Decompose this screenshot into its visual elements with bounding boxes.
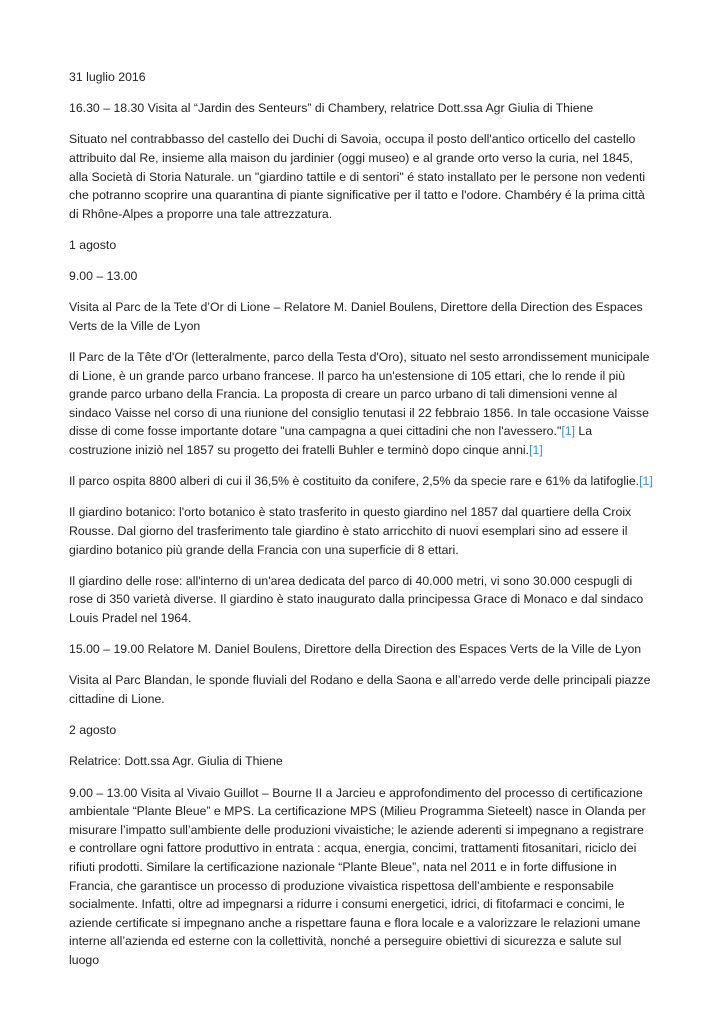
body-paragraph [69, 348, 654, 460]
body-paragraph: Situato nel contrabbasso del castello dei Duchi di Savoia, occupa il posto dell'antico orticello del castello attribuito dal Re, insieme alla maison du jardinier (oggi museo) e al grande orto verso la curia, nel 1845, alla Società di Storia Naturale. un "giardino tattile e di sentori" é stato installato per le persone non vedenti che potranno scoprire una quarantina di piante significative per il tatto e l'odore. Chambéry é la prima città di Rhône-Alpes a proporre una tale attrezzatura. [69, 132, 646, 221]
body-paragraph: Visita al Parc Blandan, le sponde fluviali del Rodano e della Saona e all’arredo verde delle principali piazze cittadine di Lione. [69, 673, 651, 706]
body-paragraph [69, 472, 654, 491]
body-paragraph: Il giardino botanico: l'orto botanico è stato trasferito in questo giardino nel 1857 dal quartiere della Croix Rousse. Dal giorno del trasferimento tale giardino è stato arricchito di nuovi esemplari sino ad essere il giardino botanico più grande della Francia con una superficie di 8 ettari. [69, 505, 632, 557]
footnote-link[interactable]: [1] [639, 474, 653, 489]
event-line: 16.30 – 18.30 Visita al “Jardin des Senteurs” di Chambery, relatrice Dott.ssa Agr Giulia di Thiene [69, 101, 594, 116]
footnote-link[interactable]: [1] [529, 443, 543, 458]
date-heading: 2 agosto [69, 723, 117, 738]
event-line: Visita al Parc de la Tete d’Or di Lione – Relatore M. Daniel Boulens, Direttore della Direction des Espaces Verts de la Ville de Lyon [69, 300, 643, 333]
body-paragraph: Il giardino delle rose: all'interno di un'area dedicata del parco di 40.000 metri, vi sono 30.000 cespugli di rose di 350 varietà diverse. Il giardino è stato inaugurato dalla principessa Grace di Monaco e dal sindaco Louis Pradel nel 1964. [69, 573, 644, 625]
paragraph-text: La costruzione iniziò nel 1857 su progetto dei fratelli Buhler e terminò dopo cinque anni. [69, 424, 593, 458]
paragraph-text: Il Parc de la Tête d'Or (letteralmente, parco della Testa d'Oro), situato nel sesto arrondissement municipale di Lione, è un grande parco urbano francese. Il parco ha un'estensione di 105 ettari, che lo rende il più grande parco urbano della Francia. La proposta di creare un parco urbano di tali dimensioni venne al sindaco Vaisse nel corso di una riunione del consiglio tenutasi il 22 febbraio 1856. In tale occasione Vaisse disse di come fosse importante dotare "una campagna a quei cittadini che non l'avessero." [69, 350, 650, 439]
date-heading: 31 luglio 2016 [69, 70, 146, 84]
paragraph-text: Il parco ospita 8800 alberi di cui il 36,5% è costituito da conifere, 2,5% da specie rare e 61% da latifoglie. [69, 474, 640, 489]
date-heading: 1 agosto [69, 237, 117, 252]
body-paragraph: 9.00 – 13.00 Visita al Vivaio Guillot – Bourne II a Jarcieu e approfondimento del processo di certificazione ambientale “Plante Bleue” e MPS. La certificazione MPS (Milieu Programma Sieteelt) nasce in Olanda per misurare l’impatto sull’ambiente delle produzioni vivaistiche; le aziende aderenti si impegnano a registrare e controllare ogni fattore produttivo in entrata : acqua, energia, concimi, trattamenti fitosanitari, riciclo dei rifiuti prodotti. Similare la certificazione nazionale “Plante Bleue”, nata nel 2011 e in forte diffusione in Francia, che garantisce un processo di produzione vivaistica rispettosa dell’ambiente e responsabile socialmente. Infatti, oltre ad impegnarsi a ridurre i consumi energetici, idrici, di fitofarmaci e concimi, le aziende certificate si impegnano anche a rispettare fauna e flora locale e a valorizzare le relazioni umane interne all’azienda ed esterne con la collettività, nonché a perseguire obiettivi di sicurezza e salute sul luogo [69, 785, 646, 967]
event-line: 15.00 – 19.00 Relatore M. Daniel Boulens, Direttore della Direction des Espaces Verts de la Ville de Lyon [69, 642, 642, 657]
speaker-line: Relatrice: Dott.ssa Agr. Giulia di Thiene [69, 754, 283, 769]
footnote-link[interactable]: [1] [561, 424, 575, 439]
time-line: 9.00 – 13.00 [69, 269, 138, 284]
